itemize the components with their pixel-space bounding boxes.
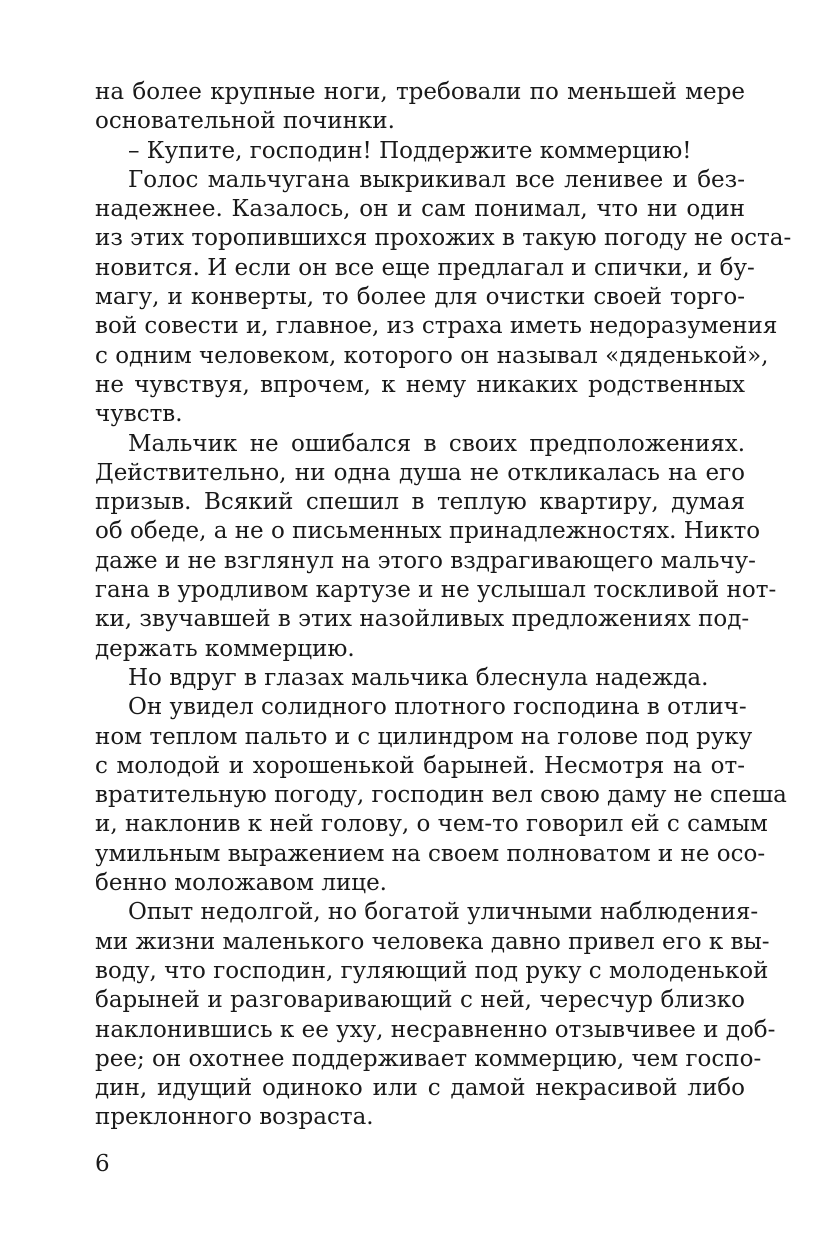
text-line: новится. И если он все еще предлагал и спички, и бу- [95, 254, 755, 281]
text-line: наклонившись к ее уху, несравненно отзывчивее и доб- [95, 1016, 776, 1043]
text-line: надежнее. Казалось, он и сам понимал, что ни один [95, 196, 745, 223]
text-line: ном теплом пальто и с цилиндром на голове под руку [95, 723, 753, 750]
text-line: – Купите, господин! Поддержите коммерцию! [128, 137, 692, 164]
text-line: Действительно, ни одна душа не откликалась на его [95, 459, 745, 486]
text-line: Голос мальчугана выкрикивал все ленивее и без- [128, 166, 745, 193]
paragraph [95, 137, 745, 166]
paragraph [95, 693, 787, 898]
paragraph [95, 78, 745, 137]
text-line: чувств. [95, 401, 183, 428]
paragraph [95, 664, 745, 693]
text-line: с молодой и хорошенькой барыней. Несмотря на от- [95, 752, 745, 779]
page-body [95, 78, 792, 1133]
text-line: Опыт недолгой, но богатой уличными наблюдения- [128, 899, 759, 926]
text-line: вратительную погоду, господин вел свою даму не спеша [95, 782, 787, 809]
text-line: даже и не взглянул на этого вздрагивающего мальчу- [95, 547, 756, 574]
text-line: ки, звучавшей в этих назойливых предложениях под- [95, 606, 750, 633]
text-line: призыв. Всякий спешил в теплую квартиру, думая [95, 489, 745, 516]
text-line: барыней и разговаривающий с ней, чересчур близко [95, 987, 745, 1014]
text-line: держать коммерцию. [95, 635, 355, 662]
text-line: вой совести и, главное, из страха иметь недоразумения [95, 313, 778, 340]
paragraph [95, 166, 792, 430]
text-line: преклонного возраста. [95, 1104, 374, 1131]
text-line: из этих торопившихся прохожих в такую погоду не оста- [95, 225, 792, 252]
text-line: и, наклонив к ней голову, о чем-то говорил ей с самым [95, 811, 768, 838]
text-line: на более крупные ноги, требовали по меньшей мере [95, 79, 745, 105]
text-line: Он увидел солидного плотного господина в отлич- [128, 694, 747, 721]
text-line: магу, и конверты, то более для очистки своей торго- [95, 284, 745, 311]
text-line: Но вдруг в глазах мальчика блеснула надежда. [128, 664, 709, 691]
text-line: не чувствуя, впрочем, к нему никаких родственных [95, 371, 745, 398]
paragraph [95, 898, 776, 1132]
text-line: Мальчик не ошибался в своих предположениях. [128, 430, 745, 457]
text-line: умильным выражением на своем полноватом и не осо- [95, 840, 766, 867]
text-line: гана в уродливом картузе и не услышал тоскливой нот- [95, 577, 777, 604]
text-line: с одним человеком, которого он называл «дяденькой», [95, 342, 769, 369]
text-line: бенно моложавом лице. [95, 870, 387, 897]
page-number: 6 [95, 1151, 110, 1177]
text-line: ми жизни маленького человека давно привел его к вы- [95, 928, 770, 955]
text-line: основательной починки. [95, 108, 395, 135]
text-line: дин, идущий одиноко или с дамой некрасивой либо [95, 1075, 745, 1102]
text-line: рее; он охотнее поддерживает коммерцию, чем госпо- [95, 1045, 762, 1072]
paragraph [95, 430, 777, 664]
text-line: об обеде, а не о письменных принадлежностях. Никто [95, 518, 761, 545]
text-line: воду, что господин, гуляющий под руку с молоденькой [95, 957, 769, 984]
